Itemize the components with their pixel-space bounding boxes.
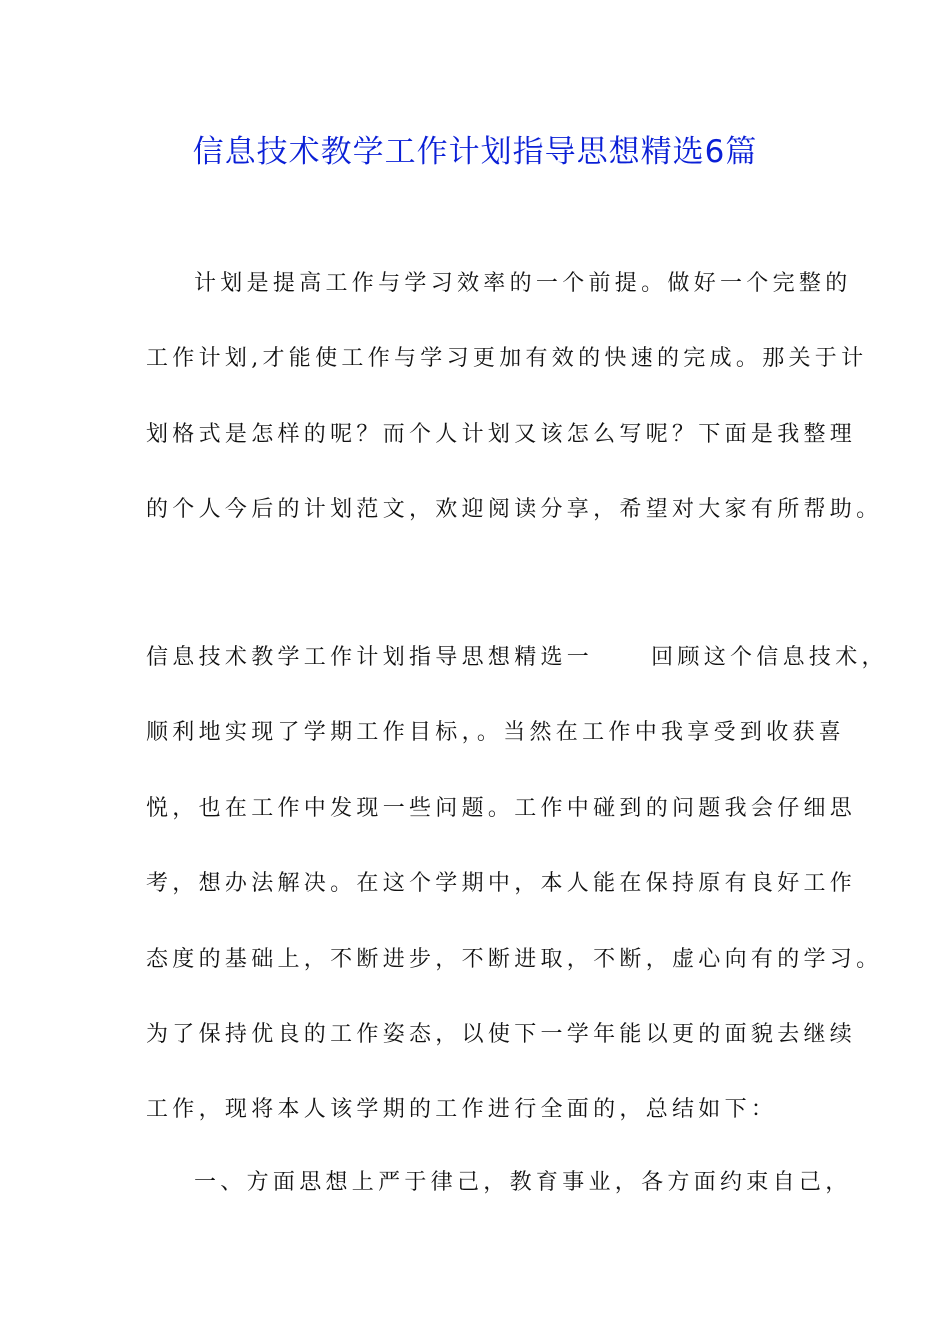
section-first-line-text: 回顾这个信息技术，: [651, 645, 888, 670]
section-line-4: 考，想办法解决。在这个学期中，本人能在保持原有良好工作: [146, 871, 857, 896]
section-line-7: 工作，现将本人该学期的工作进行全面的，总结如下：: [146, 1097, 778, 1122]
document-title: 信息技术教学工作计划指导思想精选6篇: [192, 134, 758, 170]
point-one-line: 一、方面思想上严于律己，教育事业，各方面约束自己，: [194, 1170, 852, 1195]
section-first-line: [146, 642, 888, 674]
section-line-6: 为了保持优良的工作姿态，以使下一学年能以更的面貌去继续: [146, 1022, 857, 1047]
section-line-2: 顺利地实现了学期工作目标，。当然在工作中我享受到收获喜: [146, 720, 846, 745]
intro-line-2: 工作计划,才能使工作与学习更加有效的快速的完成。那关于计: [146, 346, 868, 371]
section-line-3: 悦，也在工作中发现一些问题。工作中碰到的问题我会仔细思: [146, 796, 857, 821]
intro-line-4: 的个人今后的计划范文，欢迎阅读分享，希望对大家有所帮助。: [146, 497, 883, 522]
section-heading: 信息技术教学工作计划指导思想精选一: [146, 645, 594, 670]
intro-line-1: 计划是提高工作与学习效率的一个前提。做好一个完整的: [194, 271, 852, 296]
intro-line-3: 划格式是怎样的呢？而个人计划又该怎么写呢？下面是我整理: [146, 422, 857, 447]
section-line-5: 态度的基础上，不断进步，不断进取，不断，虚心向有的学习。: [146, 947, 883, 972]
